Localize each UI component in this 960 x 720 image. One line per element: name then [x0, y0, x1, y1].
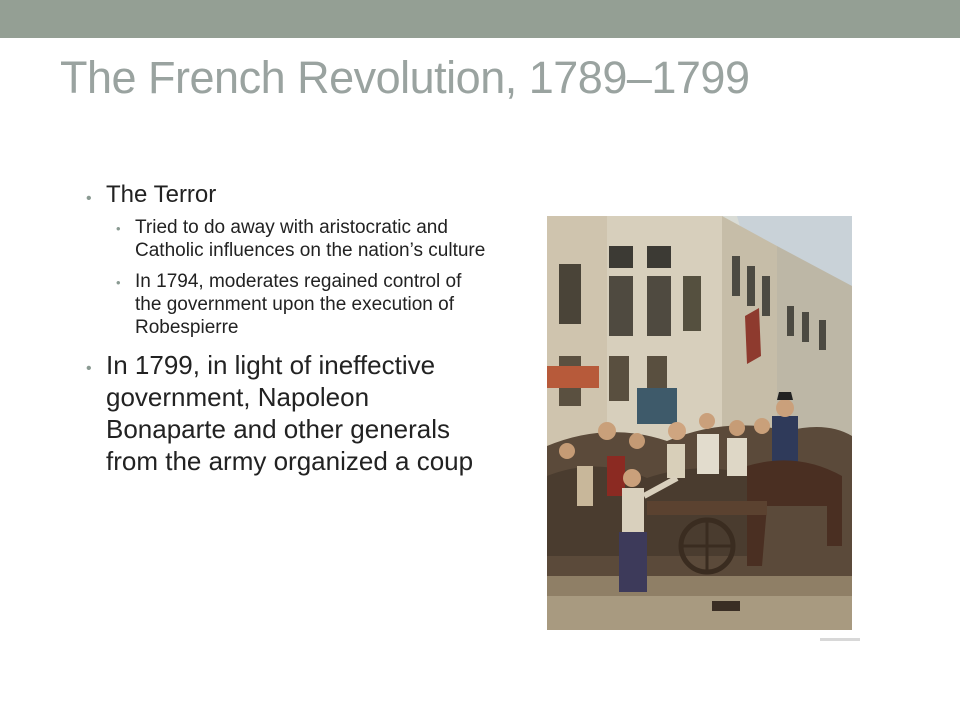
painting-image [547, 216, 852, 630]
painting-street-crowd-icon [547, 216, 852, 630]
sub-bullet-item: • In 1794, moderates regained control of the government upon the execution of Robespierre [116, 270, 488, 339]
bullet-coup: • In 1799, in light of ineffective government, Napoleon Bonaparte and other generals from the army organized a coup [88, 349, 488, 477]
bullet-terror-text: The Terror [106, 181, 217, 208]
top-accent-bar [0, 0, 960, 38]
bullet-list [88, 180, 488, 477]
bullet-terror [88, 180, 488, 339]
sub-bullet-item: • Tried to do away with aristocratic and Catholic influences on the nation’s culture [116, 216, 488, 262]
sub-bullet-list [106, 216, 488, 339]
slide-title: The French Revolution, 1789–1799 [60, 52, 750, 103]
image-credit-mark [820, 638, 860, 641]
